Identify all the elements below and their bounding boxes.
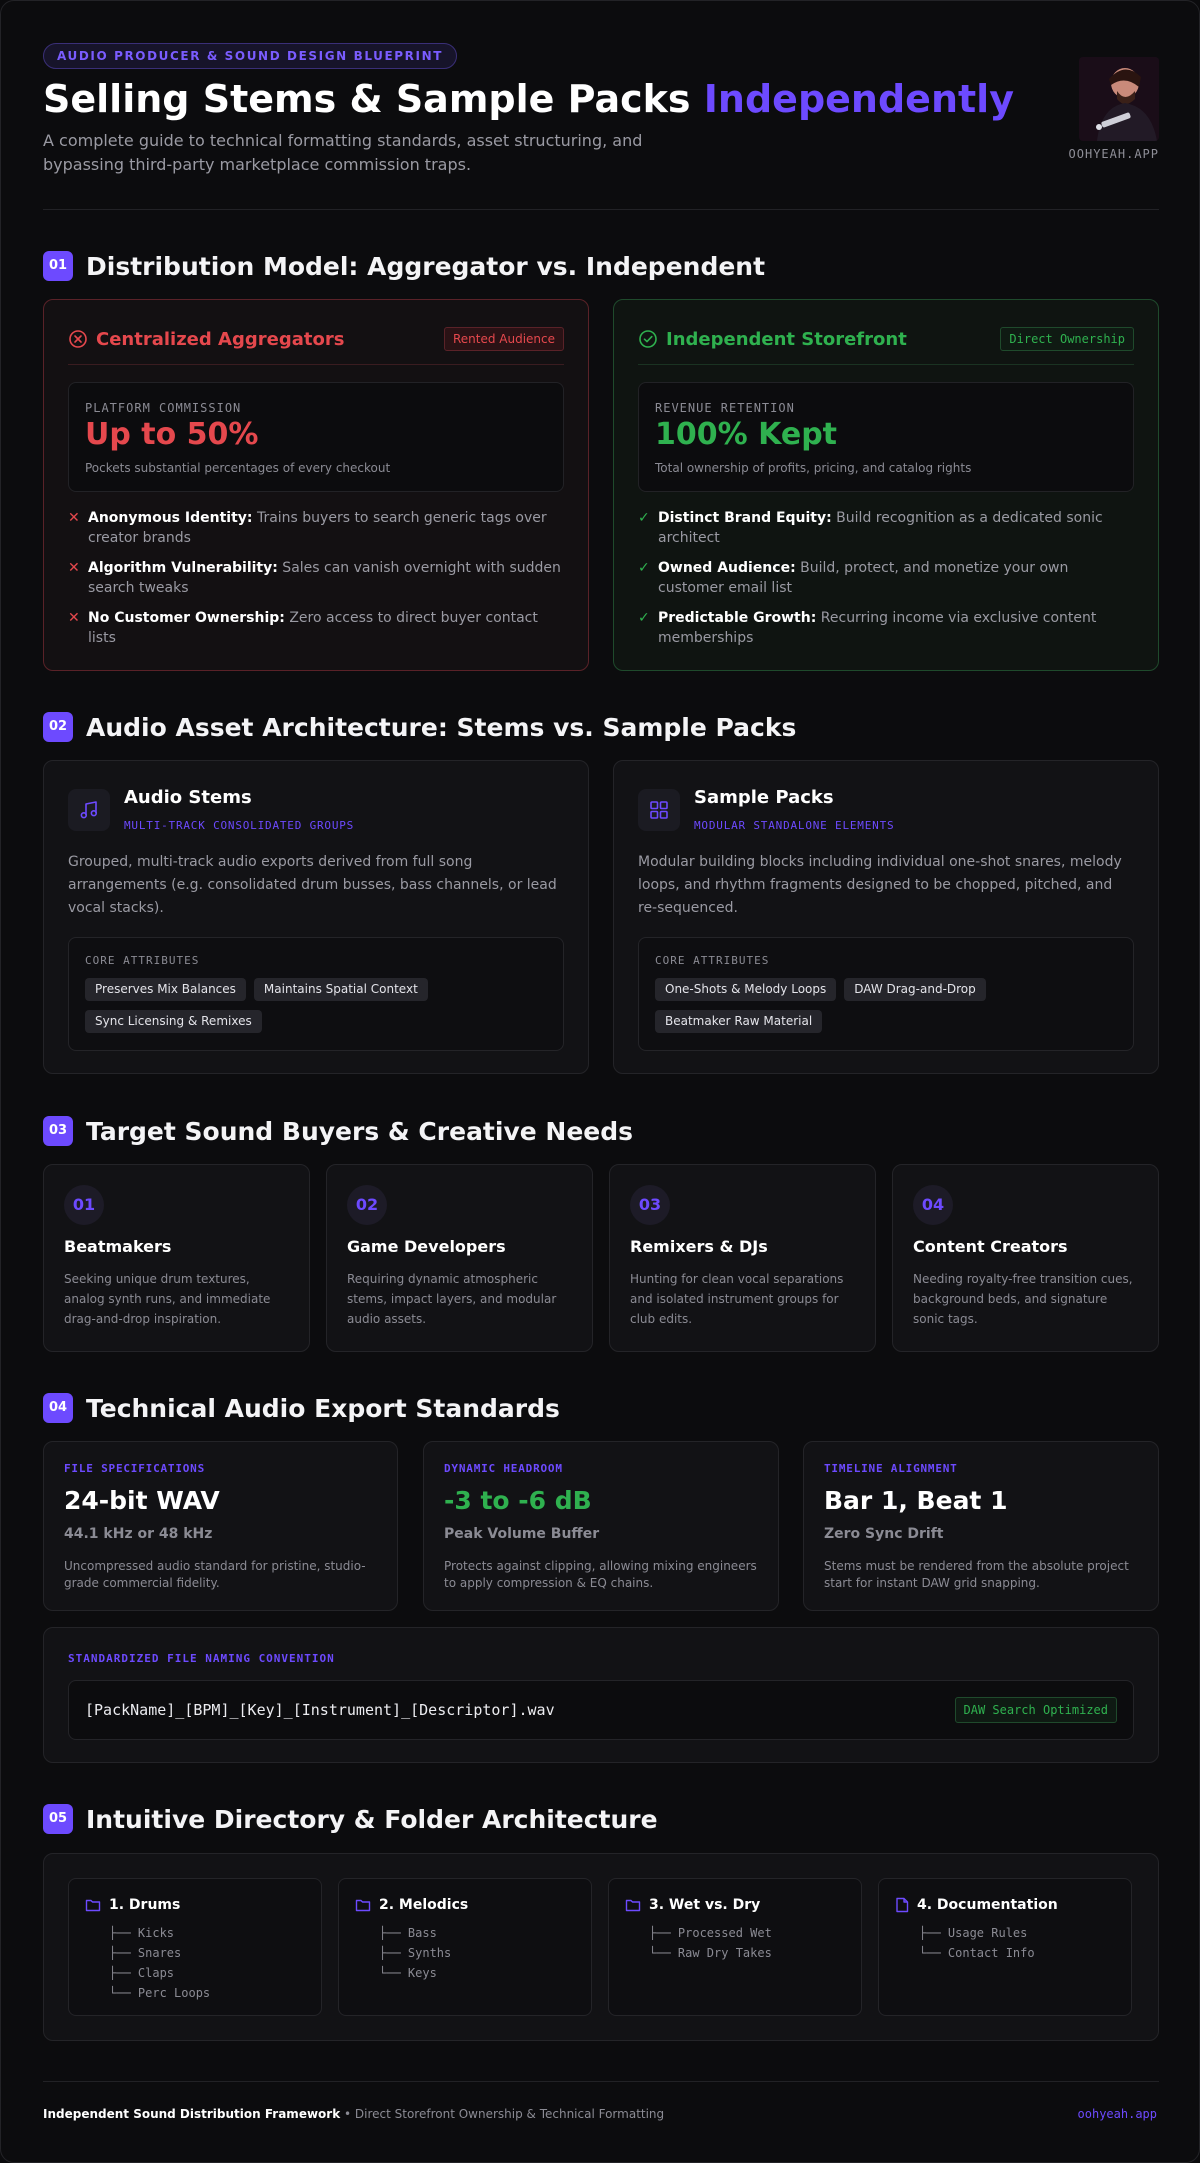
list-item: ✕ Anonymous Identity: Trains buyers to search generic tags over creator brands bbox=[68, 510, 547, 546]
stat-desc: Pockets substantial percentages of every checkout bbox=[85, 461, 391, 475]
spec-subtitle: Zero Sync Drift bbox=[824, 1526, 944, 1542]
samples-attributes bbox=[638, 937, 1134, 1051]
buyer-card-beatmakers bbox=[43, 1164, 310, 1352]
footer-link[interactable]: oohyeah.app bbox=[1077, 2107, 1157, 2121]
buyer-card-content-creators bbox=[892, 1164, 1159, 1352]
stems-description: Grouped, multi-track audio exports derived from full song arrangements (e.g. consolidated drum busses, bass channels, or lead vocal stacks). bbox=[68, 854, 557, 916]
section-number: 05 bbox=[43, 1804, 73, 1834]
attribute-chip: DAW Drag-and-Drop bbox=[844, 978, 986, 1001]
attribute-chip: Sync Licensing & Remixes bbox=[85, 1010, 262, 1033]
title-highlight: Independently bbox=[703, 77, 1014, 121]
spec-label: DYNAMIC HEADROOM bbox=[444, 1462, 563, 1475]
spec-subtitle: 44.1 kHz or 48 kHz bbox=[64, 1526, 213, 1542]
independent-header bbox=[638, 324, 1134, 354]
folder-icon bbox=[625, 1898, 641, 1912]
buyer-description: Requiring dynamic atmospheric stems, impact layers, and modular audio assets. bbox=[347, 1272, 557, 1326]
folder-title: 4. Documentation bbox=[917, 1897, 1058, 1913]
folder-architecture-card bbox=[43, 1853, 1159, 2041]
folder-header bbox=[895, 1895, 1058, 1915]
list-item: ✓ Distinct Brand Equity: Build recognition as a dedicated sonic architect bbox=[638, 510, 1103, 546]
spec-label: TIMELINE ALIGNMENT bbox=[824, 1462, 958, 1475]
stat-value: 100% Kept bbox=[655, 417, 838, 452]
footer-divider bbox=[43, 2081, 1159, 2082]
header-badge: AUDIO PRODUCER & SOUND DESIGN BLUEPRINT bbox=[43, 43, 457, 69]
samples-subtitle: MODULAR STANDALONE ELEMENTS bbox=[694, 819, 895, 832]
spec-value: -3 to -6 dB bbox=[444, 1486, 592, 1515]
list-item: ✕ Algorithm Vulnerability: Sales can vanish overnight with sudden search tweaks bbox=[68, 560, 561, 596]
folder-tree: ├── Bass ├── Synths └── Keys bbox=[379, 1926, 452, 1980]
x-mark-icon: ✕ bbox=[68, 510, 80, 526]
page-title bbox=[43, 77, 1014, 121]
buyer-card-game-developers bbox=[326, 1164, 593, 1352]
check-circle-icon bbox=[638, 329, 658, 349]
aggregator-title: Centralized Aggregators bbox=[96, 328, 345, 350]
header-divider bbox=[43, 209, 1159, 210]
attribute-chip: Preserves Mix Balances bbox=[85, 978, 246, 1001]
stems-card bbox=[43, 760, 589, 1074]
section-1-heading bbox=[43, 251, 765, 281]
samples-card bbox=[613, 760, 1159, 1074]
stat-value: Up to 50% bbox=[85, 417, 259, 452]
stems-title: Audio Stems bbox=[124, 787, 252, 808]
independent-tag: Direct Ownership bbox=[1000, 327, 1134, 351]
buyer-card-remixers bbox=[609, 1164, 876, 1352]
folder-melodics bbox=[338, 1878, 592, 2016]
naming-code-box bbox=[68, 1680, 1134, 1740]
stems-subtitle: MULTI-TRACK CONSOLIDATED GROUPS bbox=[124, 819, 355, 832]
folder-drums bbox=[68, 1878, 322, 2016]
stems-attributes bbox=[68, 937, 564, 1051]
buyer-title: Content Creators bbox=[913, 1237, 1068, 1256]
aggregator-divider bbox=[68, 364, 564, 365]
stat-label: PLATFORM COMMISSION bbox=[85, 401, 242, 415]
naming-label: STANDARDIZED FILE NAMING CONVENTION bbox=[68, 1652, 335, 1665]
buyer-title: Beatmakers bbox=[64, 1237, 172, 1256]
attributes-label: CORE ATTRIBUTES bbox=[85, 954, 200, 967]
x-circle-icon bbox=[68, 329, 88, 349]
buyer-number: 01 bbox=[64, 1185, 104, 1225]
buyer-description: Hunting for clean vocal separations and isolated instrument groups for club edits. bbox=[630, 1272, 844, 1326]
attribute-chips bbox=[655, 978, 1117, 1033]
spec-value: 24-bit WAV bbox=[64, 1486, 220, 1515]
section-title: Intuitive Directory & Folder Architecture bbox=[86, 1804, 658, 1834]
folder-title: 2. Melodics bbox=[379, 1897, 469, 1913]
buyer-title: Remixers & DJs bbox=[630, 1237, 768, 1256]
section-title: Target Sound Buyers & Creative Needs bbox=[86, 1116, 634, 1146]
footer-text bbox=[43, 2107, 664, 2121]
folder-title: 1. Drums bbox=[109, 1897, 181, 1913]
section-4-heading bbox=[43, 1393, 560, 1423]
independent-title: Independent Storefront bbox=[666, 328, 907, 350]
check-mark-icon: ✓ bbox=[638, 560, 650, 576]
x-mark-icon: ✕ bbox=[68, 560, 80, 576]
attribute-chip: Maintains Spatial Context bbox=[254, 978, 428, 1001]
page-subtitle: A complete guide to technical formatting standards, asset structuring, and bypassing third-party marketplace commission traps. bbox=[43, 131, 643, 174]
folder-tree: ├── Processed Wet └── Raw Dry Takes bbox=[649, 1926, 772, 1960]
samples-title: Sample Packs bbox=[694, 787, 834, 808]
check-mark-icon: ✓ bbox=[638, 610, 650, 626]
brand-url: OOHYEAH.APP bbox=[1068, 147, 1159, 161]
spec-description: Uncompressed audio standard for pristine, studio-grade commercial fidelity. bbox=[64, 1559, 366, 1590]
music-note-icon bbox=[78, 799, 100, 821]
section-5-heading bbox=[43, 1804, 658, 1834]
document-icon bbox=[895, 1897, 909, 1913]
attribute-chip: Beatmaker Raw Material bbox=[655, 1010, 822, 1033]
naming-code: [PackName]_[BPM]_[Key]_[Instrument]_[Descriptor].wav bbox=[85, 1701, 555, 1719]
naming-tag: DAW Search Optimized bbox=[955, 1697, 1118, 1723]
avatar bbox=[1079, 57, 1159, 141]
stat-label: REVENUE RETENTION bbox=[655, 401, 795, 415]
section-2-heading bbox=[43, 712, 796, 742]
naming-convention-card bbox=[43, 1627, 1159, 1763]
section-title: Distribution Model: Aggregator vs. Independent bbox=[86, 251, 766, 281]
attribute-chips bbox=[85, 978, 547, 1033]
list-item: ✓ Owned Audience: Build, protect, and monetize your own customer email list bbox=[638, 560, 1069, 596]
buyer-number: 03 bbox=[630, 1185, 670, 1225]
buyer-description: Seeking unique drum textures, analog synth runs, and immediate drag-and-drop inspiration. bbox=[64, 1272, 271, 1326]
attributes-label: CORE ATTRIBUTES bbox=[655, 954, 770, 967]
footer-title: Independent Sound Distribution Framework bbox=[43, 2107, 341, 2121]
samples-icon-box bbox=[638, 789, 680, 831]
aggregator-stat-box bbox=[68, 382, 564, 492]
spec-value: Bar 1, Beat 1 bbox=[824, 1486, 1008, 1515]
list-item: ✕ No Customer Ownership: Zero access to direct buyer contact lists bbox=[68, 610, 538, 646]
folder-icon bbox=[85, 1898, 101, 1912]
folder-documentation bbox=[878, 1878, 1132, 2016]
aggregator-tag: Rented Audience bbox=[444, 327, 564, 351]
independent-card bbox=[613, 299, 1159, 671]
producer-photo bbox=[1079, 57, 1159, 141]
buyer-number: 04 bbox=[913, 1185, 953, 1225]
aggregator-card bbox=[43, 299, 589, 671]
buyer-title: Game Developers bbox=[347, 1237, 506, 1256]
footer-subtitle: • Direct Storefront Ownership & Technical Formatting bbox=[340, 2107, 665, 2121]
section-3-heading bbox=[43, 1116, 633, 1146]
folder-tree: ├── Usage Rules └── Contact Info bbox=[919, 1926, 1035, 1960]
folder-tree: ├── Kicks ├── Snares ├── Claps └── Perc Loops bbox=[109, 1926, 211, 2000]
independent-list bbox=[638, 508, 1134, 658]
independent-divider bbox=[638, 364, 1134, 365]
aggregator-list bbox=[68, 508, 564, 658]
section-number: 02 bbox=[43, 712, 73, 742]
spec-card-timeline bbox=[803, 1441, 1159, 1611]
spec-description: Stems must be rendered from the absolute project start for instant DAW grid snapping. bbox=[824, 1559, 1129, 1590]
section-title: Technical Audio Export Standards bbox=[86, 1393, 560, 1423]
spec-card-headroom bbox=[423, 1441, 779, 1611]
buyer-number: 02 bbox=[347, 1185, 387, 1225]
folder-header bbox=[625, 1895, 760, 1915]
independent-stat-box bbox=[638, 382, 1134, 492]
folder-title: 3. Wet vs. Dry bbox=[649, 1897, 761, 1913]
folder-header bbox=[355, 1895, 468, 1915]
section-number: 04 bbox=[43, 1393, 73, 1423]
stems-icon-box bbox=[68, 789, 110, 831]
title-main: Selling Stems & Sample Packs bbox=[43, 77, 704, 121]
check-mark-icon: ✓ bbox=[638, 510, 650, 526]
folder-icon bbox=[355, 1898, 371, 1912]
spec-description: Protects against clipping, allowing mixing engineers to apply compression & EQ chains. bbox=[444, 1559, 757, 1590]
attribute-chip: One-Shots & Melody Loops bbox=[655, 978, 836, 1001]
folder-header bbox=[85, 1895, 180, 1915]
list-item: ✓ Predictable Growth: Recurring income via exclusive content memberships bbox=[638, 610, 1097, 646]
grid-icon bbox=[648, 799, 670, 821]
spec-label: FILE SPECIFICATIONS bbox=[64, 1462, 206, 1475]
aggregator-header bbox=[68, 324, 564, 354]
buyer-description: Needing royalty-free transition cues, background beds, and signature sonic tags. bbox=[913, 1272, 1133, 1326]
spec-subtitle: Peak Volume Buffer bbox=[444, 1526, 600, 1542]
x-mark-icon: ✕ bbox=[68, 610, 80, 626]
section-title: Audio Asset Architecture: Stems vs. Sample Packs bbox=[86, 712, 797, 742]
folder-wet-dry bbox=[608, 1878, 862, 2016]
stat-desc: Total ownership of profits, pricing, and catalog rights bbox=[655, 461, 972, 475]
section-number: 01 bbox=[43, 251, 73, 281]
spec-card-file bbox=[43, 1441, 398, 1611]
section-number: 03 bbox=[43, 1116, 73, 1146]
samples-description: Modular building blocks including individual one-shot snares, melody loops, and rhythm fragments designed to be chopped, pitched, and re-sequenced. bbox=[638, 854, 1122, 916]
